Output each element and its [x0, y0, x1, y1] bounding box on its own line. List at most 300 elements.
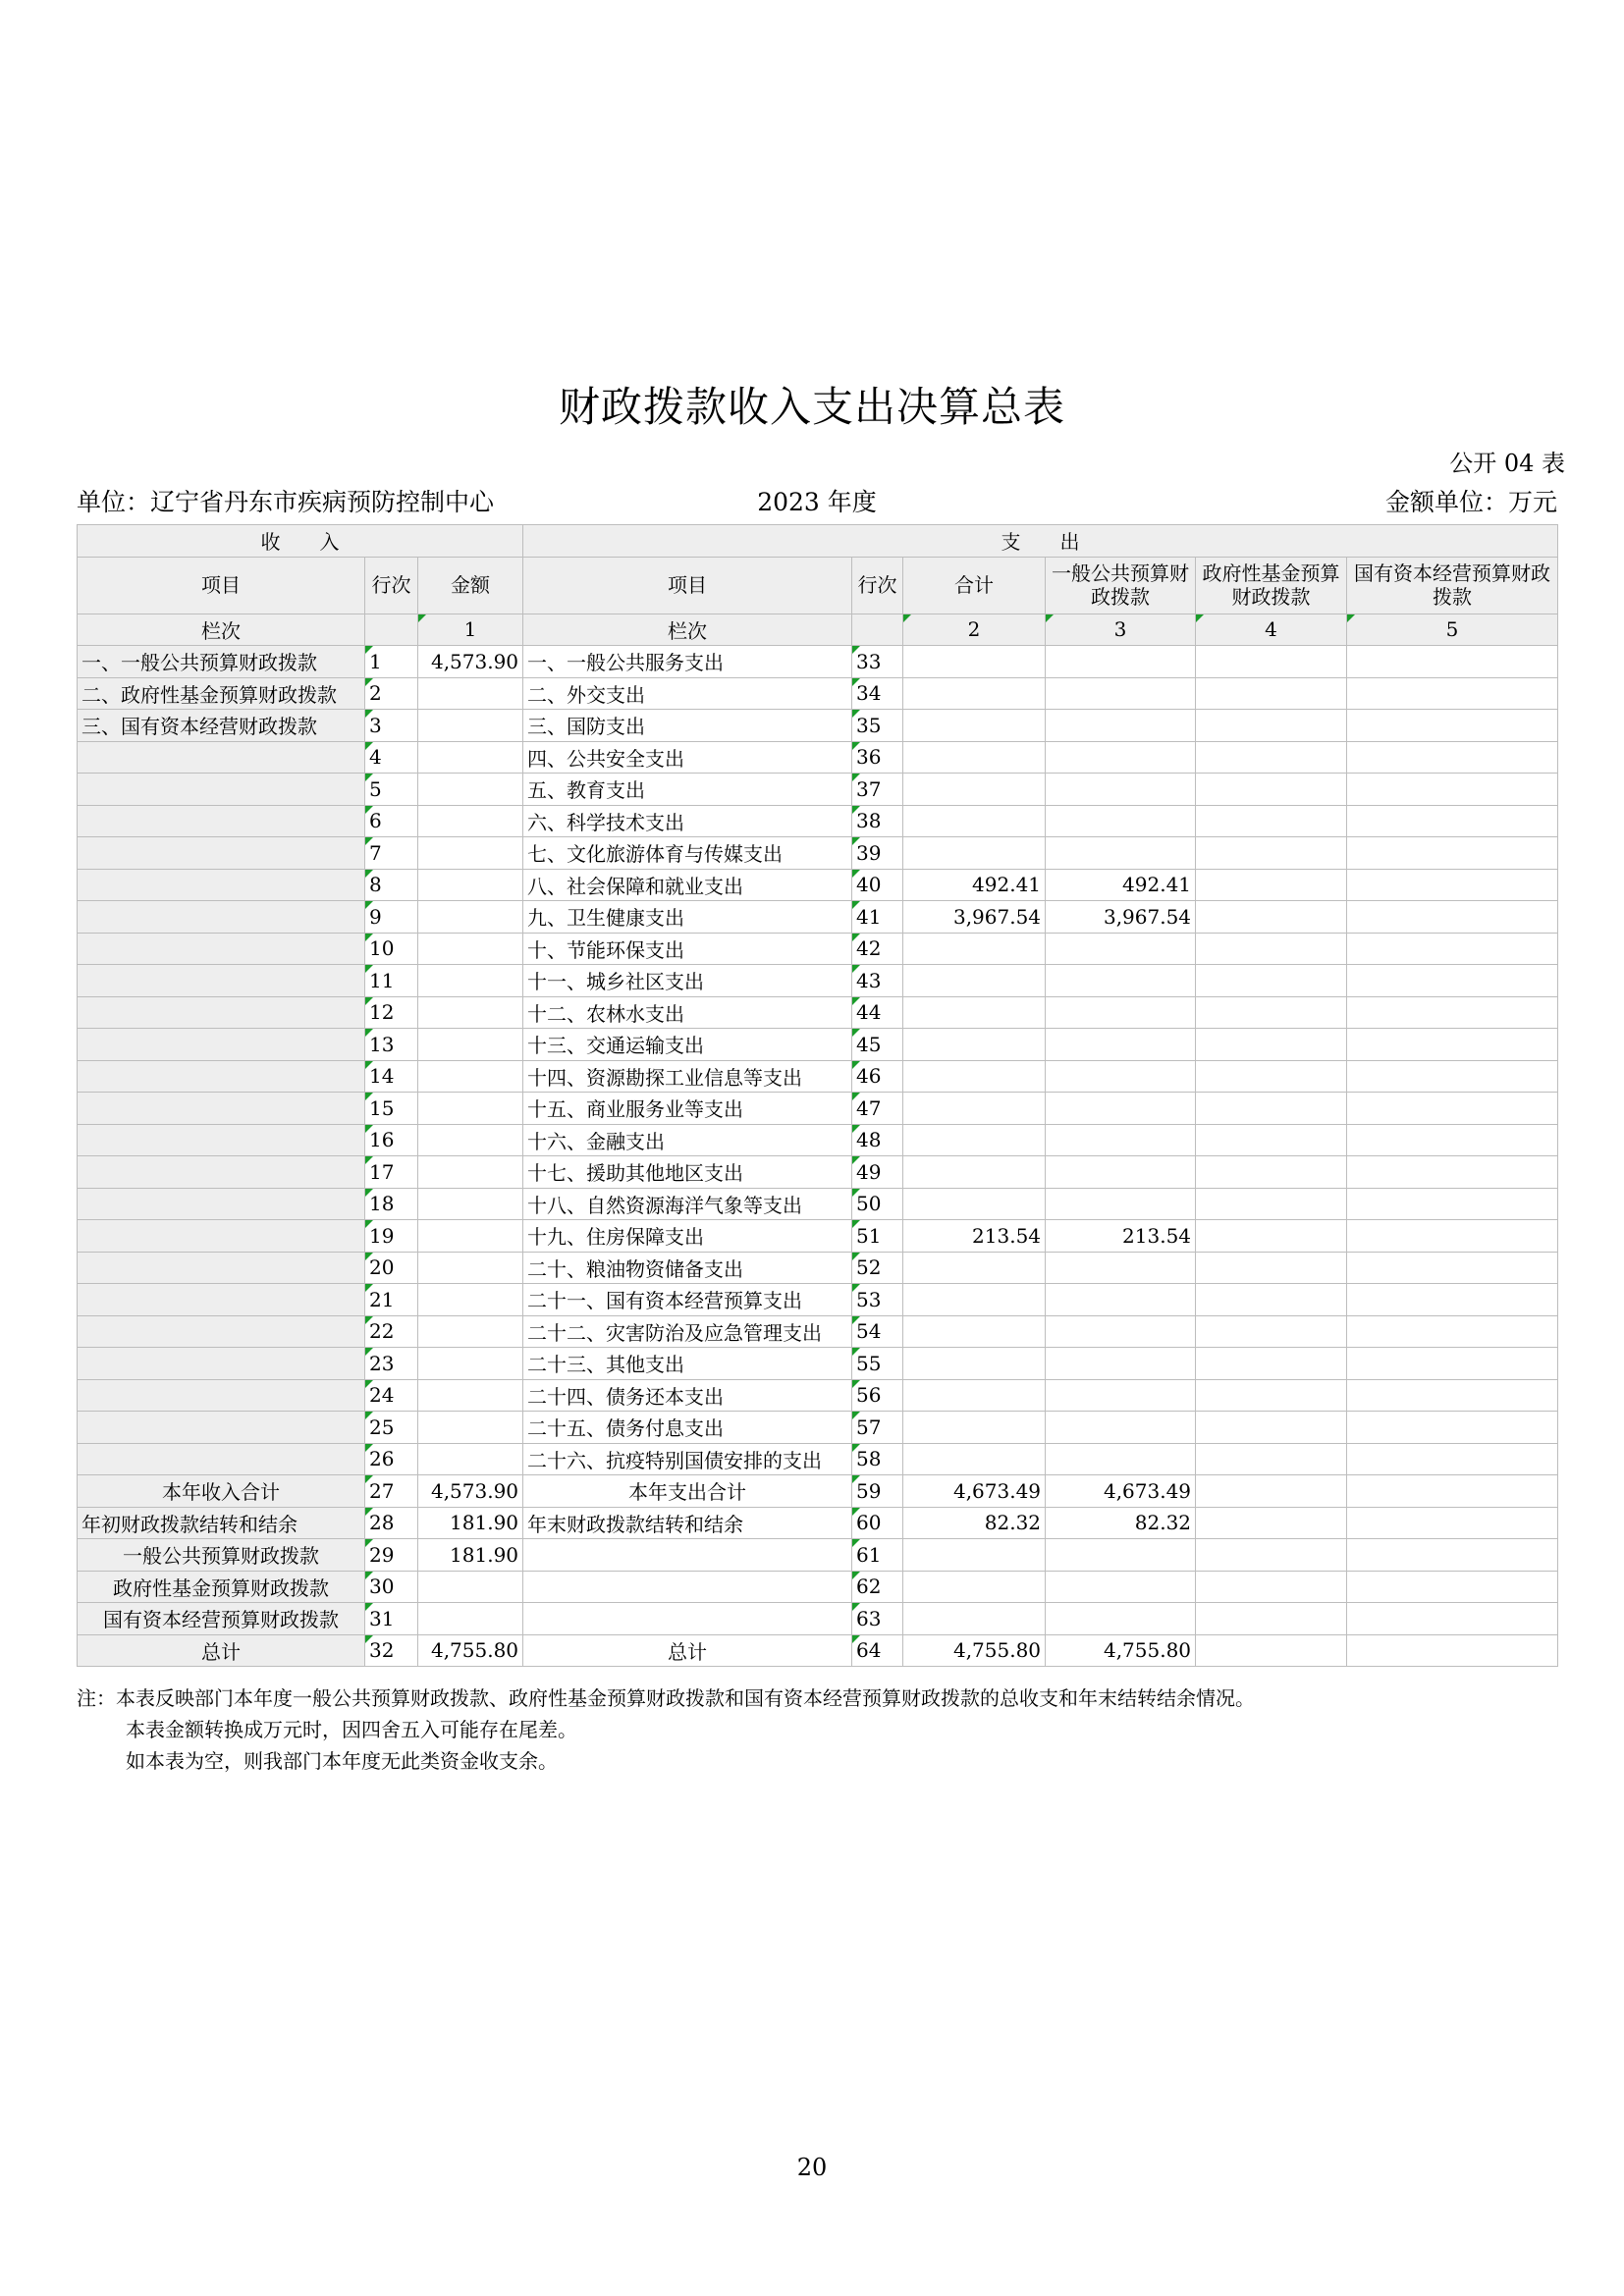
income-item [78, 1412, 365, 1444]
income-line: 19 [365, 1220, 418, 1253]
income-line: 16 [365, 1124, 418, 1156]
expense-total [903, 837, 1046, 870]
meta-line [77, 483, 1557, 516]
expense-general-budget [1046, 1571, 1196, 1603]
income-item [78, 1443, 365, 1475]
income-item: 一、一般公共预算财政拨款 [78, 646, 365, 678]
table-row [78, 710, 1558, 742]
income-amount [418, 933, 523, 965]
expense-item: 十八、自然资源海洋气象等支出 [523, 1188, 852, 1220]
income-item [78, 1220, 365, 1253]
expense-gov-fund [1196, 1571, 1347, 1603]
col-index-5: 5 [1347, 614, 1558, 646]
expense-gov-fund [1196, 869, 1347, 901]
table-row [78, 1093, 1558, 1125]
expense-item: 二十六、抗疫特别国债安排的支出 [523, 1443, 852, 1475]
column-header-row [78, 557, 1558, 614]
income-line: 5 [365, 774, 418, 806]
summary-row [78, 1507, 1558, 1539]
income-amount [418, 1060, 523, 1093]
expense-general-budget [1046, 1188, 1196, 1220]
col-index-4: 4 [1196, 614, 1347, 646]
fiscal-year: 2023 年度 [757, 488, 877, 516]
expense-total [903, 1060, 1046, 1093]
budget-table [77, 524, 1558, 1667]
summary-row [78, 1475, 1558, 1508]
expense-state-capital [1347, 805, 1558, 837]
expense-state-capital [1347, 646, 1558, 678]
expense-line: 33 [852, 646, 903, 678]
income-amount [418, 965, 523, 997]
expense-line: 62 [852, 1571, 903, 1603]
income-item [78, 996, 365, 1029]
expense-total [903, 710, 1046, 742]
expense-gov-fund [1196, 805, 1347, 837]
expense-total [903, 1603, 1046, 1635]
expense-item: 十三、交通运输支出 [523, 1029, 852, 1061]
expense-total [903, 1156, 1046, 1189]
expense-line: 47 [852, 1093, 903, 1125]
expense-item: 二十三、其他支出 [523, 1348, 852, 1380]
expense-general-budget [1046, 710, 1196, 742]
expense-total [903, 1252, 1046, 1284]
income-line: 25 [365, 1412, 418, 1444]
income-item: 政府性基金预算财政拨款 [78, 1571, 365, 1603]
income-amount: 4,573.90 [418, 646, 523, 678]
expense-general-budget [1046, 1093, 1196, 1125]
expense-line: 57 [852, 1412, 903, 1444]
income-line: 29 [365, 1539, 418, 1572]
expense-line: 44 [852, 996, 903, 1029]
expense-state-capital [1347, 1475, 1558, 1508]
expense-total [903, 646, 1046, 678]
expense-gov-fund [1196, 965, 1347, 997]
expense-item: 二十一、国有资本经营预算支出 [523, 1284, 852, 1316]
expense-general-budget [1046, 1379, 1196, 1412]
expense-line: 56 [852, 1379, 903, 1412]
income-item [78, 1124, 365, 1156]
income-item [78, 1156, 365, 1189]
expense-item [523, 1539, 852, 1572]
income-line: 1 [365, 646, 418, 678]
expense-line: 58 [852, 1443, 903, 1475]
expense-line: 37 [852, 774, 903, 806]
expense-general-budget [1046, 1412, 1196, 1444]
expense-general-budget [1046, 741, 1196, 774]
expense-state-capital [1347, 1507, 1558, 1539]
income-line: 21 [365, 1284, 418, 1316]
expense-total [903, 996, 1046, 1029]
expense-gov-fund [1196, 1443, 1347, 1475]
income-item: 一般公共预算财政拨款 [78, 1539, 365, 1572]
table-row [78, 1124, 1558, 1156]
expense-state-capital [1347, 837, 1558, 870]
income-amount [418, 1156, 523, 1189]
table-row [78, 933, 1558, 965]
expense-state-capital [1347, 996, 1558, 1029]
table-row [78, 1220, 1558, 1253]
expense-general-budget [1046, 996, 1196, 1029]
expense-state-capital [1347, 869, 1558, 901]
expense-total: 3,967.54 [903, 901, 1046, 934]
expense-gov-fund [1196, 1348, 1347, 1380]
expense-general-budget: 492.41 [1046, 869, 1196, 901]
expense-total: 4,755.80 [903, 1634, 1046, 1667]
expense-item: 本年支出合计 [523, 1475, 852, 1508]
expense-state-capital [1347, 901, 1558, 934]
income-line: 14 [365, 1060, 418, 1093]
expense-state-capital [1347, 1252, 1558, 1284]
income-amount: 4,755.80 [418, 1634, 523, 1667]
expense-item: 十九、住房保障支出 [523, 1220, 852, 1253]
income-item [78, 1252, 365, 1284]
expense-line: 60 [852, 1507, 903, 1539]
expense-state-capital [1347, 933, 1558, 965]
expense-item: 二、外交支出 [523, 677, 852, 710]
income-line: 24 [365, 1379, 418, 1412]
expense-gov-fund [1196, 837, 1347, 870]
income-line: 31 [365, 1603, 418, 1635]
summary-row [78, 1539, 1558, 1572]
expense-item: 十六、金融支出 [523, 1124, 852, 1156]
income-line: 3 [365, 710, 418, 742]
expense-line: 45 [852, 1029, 903, 1061]
expense-general-budget [1046, 1348, 1196, 1380]
expense-state-capital [1347, 1284, 1558, 1316]
income-item [78, 1284, 365, 1316]
summary-row [78, 1603, 1558, 1635]
expense-total: 492.41 [903, 869, 1046, 901]
income-item: 总计 [78, 1634, 365, 1667]
form-number: 公开 04 表 [1449, 450, 1565, 477]
expense-item: 十、节能环保支出 [523, 933, 852, 965]
expense-gov-fund [1196, 1507, 1347, 1539]
section-header-row [78, 525, 1558, 558]
expense-line: 61 [852, 1539, 903, 1572]
page-title: 财政拨款收入支出决算总表 [558, 383, 1065, 431]
income-item [78, 933, 365, 965]
expense-state-capital [1347, 1348, 1558, 1380]
income-amount [418, 805, 523, 837]
note-1: 注：本表反映部门本年度一般公共预算财政拨款、政府性基金预算财政拨款和国有资本经营预算财政拨款的总收支和年末结转结余情况。 [77, 1686, 1255, 1710]
expense-line: 49 [852, 1156, 903, 1189]
income-amount [418, 1412, 523, 1444]
note-3: 如本表为空，则我部门本年度无此类资金收支余。 [126, 1749, 558, 1773]
summary-row [78, 1571, 1558, 1603]
income-item [78, 1348, 365, 1380]
income-amount: 4,573.90 [418, 1475, 523, 1508]
expense-general-budget: 82.32 [1046, 1507, 1196, 1539]
expense-item: 十一、城乡社区支出 [523, 965, 852, 997]
income-line: 32 [365, 1634, 418, 1667]
expense-general-budget [1046, 677, 1196, 710]
expense-line: 42 [852, 933, 903, 965]
table-row [78, 965, 1558, 997]
expense-total: 213.54 [903, 1220, 1046, 1253]
income-line: 23 [365, 1348, 418, 1380]
expense-total [903, 805, 1046, 837]
expense-gov-fund [1196, 1093, 1347, 1125]
expense-gov-fund [1196, 1315, 1347, 1348]
expense-line: 64 [852, 1634, 903, 1667]
expense-col-label: 栏次 [523, 614, 852, 646]
expense-state-capital [1347, 1603, 1558, 1635]
expense-state-capital [1347, 1443, 1558, 1475]
expense-gov-fund [1196, 1284, 1347, 1316]
expense-state-capital [1347, 1188, 1558, 1220]
income-line: 7 [365, 837, 418, 870]
col-index-1: 1 [418, 614, 523, 646]
expense-total: 82.32 [903, 1507, 1046, 1539]
income-line: 11 [365, 965, 418, 997]
expense-gov-fund [1196, 677, 1347, 710]
table-row [78, 774, 1558, 806]
expense-line: 46 [852, 1060, 903, 1093]
income-amount [418, 710, 523, 742]
expense-item: 二十四、债务还本支出 [523, 1379, 852, 1412]
income-line: 13 [365, 1029, 418, 1061]
state-capital-header: 国有资本经营预算财政拨款 [1347, 557, 1558, 614]
expense-gov-fund [1196, 1029, 1347, 1061]
expense-state-capital [1347, 1634, 1558, 1667]
expense-state-capital [1347, 1220, 1558, 1253]
income-line: 26 [365, 1443, 418, 1475]
expense-general-budget [1046, 1315, 1196, 1348]
income-item [78, 1029, 365, 1061]
expense-item: 十四、资源勘探工业信息等支出 [523, 1060, 852, 1093]
col-index-3: 3 [1046, 614, 1196, 646]
expense-state-capital [1347, 1156, 1558, 1189]
income-amount [418, 1220, 523, 1253]
income-item [78, 1060, 365, 1093]
expense-item: 三、国防支出 [523, 710, 852, 742]
income-line: 22 [365, 1315, 418, 1348]
income-item-header: 项目 [78, 557, 365, 614]
expense-line: 35 [852, 710, 903, 742]
expense-state-capital [1347, 1379, 1558, 1412]
income-amount [418, 1379, 523, 1412]
expense-total [903, 965, 1046, 997]
expense-line: 39 [852, 837, 903, 870]
expense-total [903, 1379, 1046, 1412]
expense-line: 51 [852, 1220, 903, 1253]
general-budget-header: 一般公共预算财政拨款 [1046, 557, 1196, 614]
expense-item: 二十五、债务付息支出 [523, 1412, 852, 1444]
expense-item: 五、教育支出 [523, 774, 852, 806]
expense-line: 34 [852, 677, 903, 710]
summary-row [78, 1634, 1558, 1667]
expense-total [903, 1315, 1046, 1348]
income-amount [418, 1315, 523, 1348]
expense-total [903, 1443, 1046, 1475]
expense-item: 二十二、灾害防治及应急管理支出 [523, 1315, 852, 1348]
expense-gov-fund [1196, 710, 1347, 742]
expense-gov-fund [1196, 1603, 1347, 1635]
income-item [78, 1315, 365, 1348]
expense-total [903, 1093, 1046, 1125]
expense-item: 年末财政拨款结转和结余 [523, 1507, 852, 1539]
expense-state-capital [1347, 1571, 1558, 1603]
page-number: 20 [796, 2154, 828, 2181]
unit-label: 单位：辽宁省丹东市疾病预防控制中心 [77, 488, 495, 516]
expense-total [903, 1539, 1046, 1572]
income-line: 18 [365, 1188, 418, 1220]
income-item: 本年收入合计 [78, 1475, 365, 1508]
expense-gov-fund [1196, 1156, 1347, 1189]
income-amount [418, 1093, 523, 1125]
expense-state-capital [1347, 1315, 1558, 1348]
table-row [78, 1412, 1558, 1444]
expense-general-budget [1046, 1443, 1196, 1475]
expense-item: 二十、粮油物资储备支出 [523, 1252, 852, 1284]
expense-total [903, 1029, 1046, 1061]
income-item [78, 741, 365, 774]
expense-gov-fund [1196, 774, 1347, 806]
expense-header: 支 出 [523, 525, 1558, 558]
expense-total [903, 677, 1046, 710]
expense-item: 八、社会保障和就业支出 [523, 869, 852, 901]
income-line: 9 [365, 901, 418, 934]
expense-gov-fund [1196, 1412, 1347, 1444]
income-line: 12 [365, 996, 418, 1029]
expense-general-budget: 4,755.80 [1046, 1634, 1196, 1667]
income-amount [418, 774, 523, 806]
expense-state-capital [1347, 1539, 1558, 1572]
table-row [78, 805, 1558, 837]
income-amount [418, 1188, 523, 1220]
table-row [78, 1156, 1558, 1189]
expense-general-budget [1046, 1252, 1196, 1284]
table-row [78, 901, 1558, 934]
expense-line: 55 [852, 1348, 903, 1380]
note-2: 本表金额转换成万元时，因四舍五入可能存在尾差。 [126, 1718, 577, 1741]
expense-total [903, 774, 1046, 806]
income-line-header: 行次 [365, 557, 418, 614]
total-header: 合计 [903, 557, 1046, 614]
income-amount-header: 金额 [418, 557, 523, 614]
income-amount [418, 1603, 523, 1635]
expense-line: 54 [852, 1315, 903, 1348]
income-item: 二、政府性基金预算财政拨款 [78, 677, 365, 710]
expense-gov-fund [1196, 1634, 1347, 1667]
expense-gov-fund [1196, 1475, 1347, 1508]
table-row [78, 1348, 1558, 1380]
expense-gov-fund [1196, 1124, 1347, 1156]
table-row [78, 1284, 1558, 1316]
expense-general-budget [1046, 1603, 1196, 1635]
expense-state-capital [1347, 1412, 1558, 1444]
gov-fund-header: 政府性基金预算财政拨款 [1196, 557, 1347, 614]
income-amount: 181.90 [418, 1507, 523, 1539]
expense-state-capital [1347, 741, 1558, 774]
expense-line: 40 [852, 869, 903, 901]
expense-total [903, 741, 1046, 774]
income-line: 20 [365, 1252, 418, 1284]
income-amount [418, 837, 523, 870]
income-item [78, 1379, 365, 1412]
income-line: 30 [365, 1571, 418, 1603]
expense-item: 总计 [523, 1634, 852, 1667]
expense-general-budget [1046, 1539, 1196, 1572]
expense-general-budget [1046, 1156, 1196, 1189]
income-amount [418, 996, 523, 1029]
expense-general-budget [1046, 1124, 1196, 1156]
expense-general-budget [1046, 933, 1196, 965]
expense-line: 50 [852, 1188, 903, 1220]
table-row [78, 1315, 1558, 1348]
expense-gov-fund [1196, 996, 1347, 1029]
expense-line: 53 [852, 1284, 903, 1316]
income-item [78, 965, 365, 997]
income-line: 10 [365, 933, 418, 965]
table-row [78, 837, 1558, 870]
expense-item: 七、文化旅游体育与传媒支出 [523, 837, 852, 870]
income-amount [418, 1124, 523, 1156]
expense-gov-fund [1196, 1252, 1347, 1284]
expense-general-budget [1046, 1284, 1196, 1316]
table-row [78, 1443, 1558, 1475]
expense-general-budget [1046, 965, 1196, 997]
expense-gov-fund [1196, 1060, 1347, 1093]
expense-line: 41 [852, 901, 903, 934]
income-line: 4 [365, 741, 418, 774]
income-amount [418, 1571, 523, 1603]
income-item: 国有资本经营预算财政拨款 [78, 1603, 365, 1635]
expense-gov-fund [1196, 1188, 1347, 1220]
expense-gov-fund [1196, 901, 1347, 934]
expense-line: 59 [852, 1475, 903, 1508]
expense-general-budget [1046, 1029, 1196, 1061]
expense-total [903, 933, 1046, 965]
table-row [78, 1252, 1558, 1284]
expense-line: 36 [852, 741, 903, 774]
expense-general-budget: 4,673.49 [1046, 1475, 1196, 1508]
income-line: 27 [365, 1475, 418, 1508]
income-item [78, 774, 365, 806]
expense-total [903, 1124, 1046, 1156]
income-item [78, 837, 365, 870]
table-row [78, 1188, 1558, 1220]
expense-line: 52 [852, 1252, 903, 1284]
expense-general-budget [1046, 646, 1196, 678]
income-item [78, 1093, 365, 1125]
income-line: 28 [365, 1507, 418, 1539]
expense-total [903, 1188, 1046, 1220]
column-index-row [78, 614, 1558, 646]
expense-gov-fund [1196, 1220, 1347, 1253]
expense-total [903, 1284, 1046, 1316]
income-header: 收 入 [78, 525, 523, 558]
income-amount: 181.90 [418, 1539, 523, 1572]
expense-total [903, 1571, 1046, 1603]
expense-item: 九、卫生健康支出 [523, 901, 852, 934]
income-col-label: 栏次 [78, 614, 365, 646]
expense-item: 十五、商业服务业等支出 [523, 1093, 852, 1125]
income-line: 6 [365, 805, 418, 837]
expense-gov-fund [1196, 1379, 1347, 1412]
expense-state-capital [1347, 774, 1558, 806]
income-amount [418, 1443, 523, 1475]
income-item [78, 901, 365, 934]
table-row [78, 741, 1558, 774]
income-line: 17 [365, 1156, 418, 1189]
expense-state-capital [1347, 1093, 1558, 1125]
expense-general-budget [1046, 1060, 1196, 1093]
expense-item: 一、一般公共服务支出 [523, 646, 852, 678]
table-row [78, 1060, 1558, 1093]
expense-general-budget [1046, 805, 1196, 837]
expense-state-capital [1347, 710, 1558, 742]
